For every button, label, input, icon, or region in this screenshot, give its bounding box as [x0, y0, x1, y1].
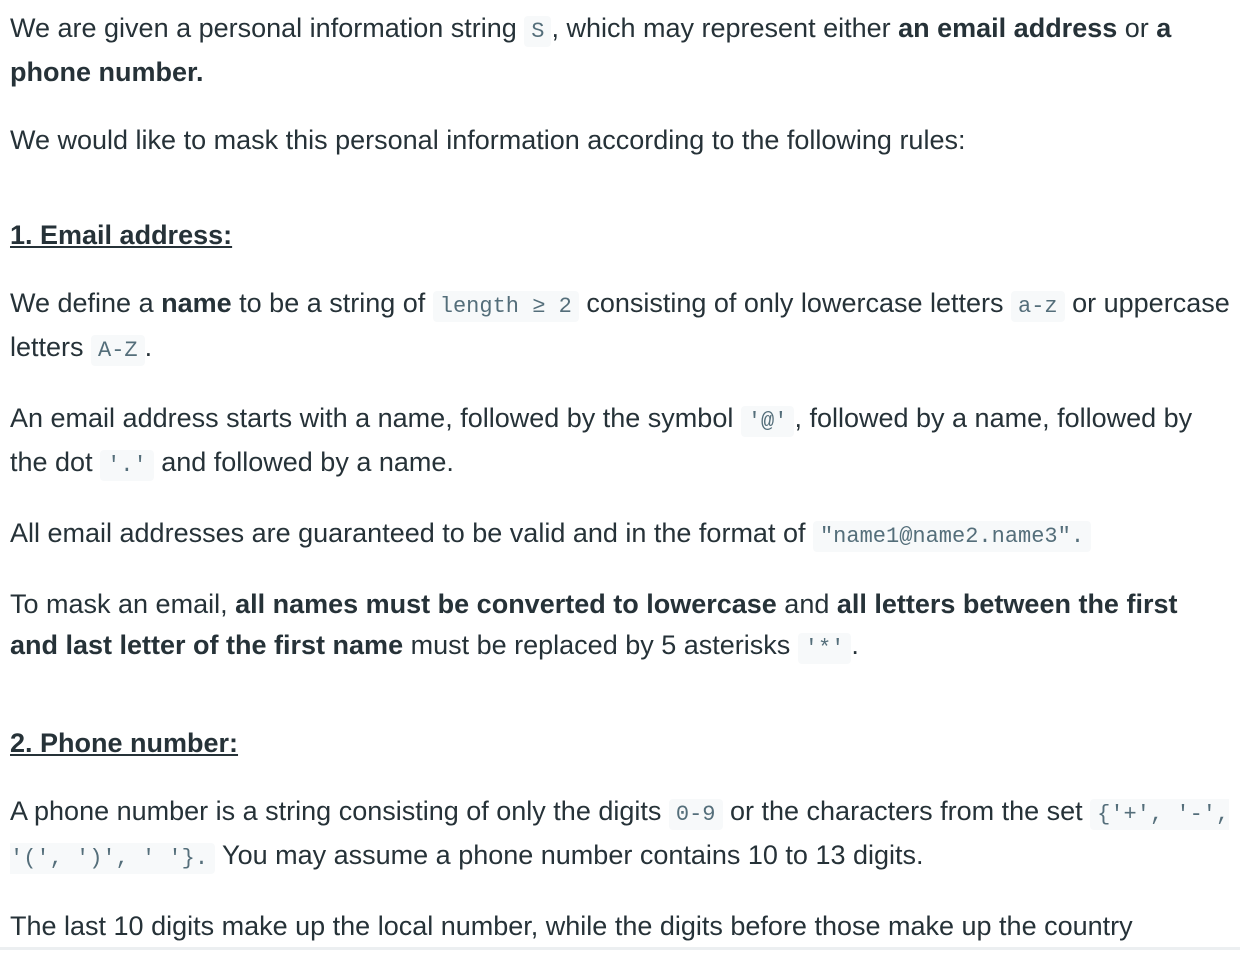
bold-lowercase-rule: all names must be converted to lowercase — [235, 589, 777, 619]
inline-code-char-set: {'+', '-', '(', ')', ' '}. — [10, 799, 1229, 874]
inline-code-digits: 0-9 — [669, 799, 723, 830]
inline-code-length: length ≥ 2 — [433, 291, 579, 322]
email-paragraph-3 — [10, 513, 1232, 557]
email-paragraph-1 — [10, 283, 1232, 371]
email-text: to be a string of — [231, 288, 433, 318]
inline-code-asterisk: '*' — [798, 633, 852, 664]
email-text: To mask an email, — [10, 589, 236, 619]
intro-text: We are given a personal information string — [10, 13, 525, 43]
email-text: An email address starts with a name, followed by the symbol — [10, 403, 741, 433]
bold-asterisk-rule: all letters between the first and last letter of the first name — [10, 589, 1178, 660]
inline-code-at: '@' — [741, 406, 795, 437]
inline-code-uppercase-range: A-Z — [91, 335, 145, 366]
email-paragraph-4 — [10, 584, 1232, 669]
intro-paragraph-1 — [10, 8, 1232, 93]
phone-text: or the characters from the set — [722, 796, 1091, 826]
bold-email-address: an email address — [898, 13, 1118, 43]
email-text: or uppercase letters — [10, 288, 1230, 362]
phone-text: A phone number is a string consisting of only the digits — [10, 796, 669, 826]
phone-text: You may assume a phone number contains 10 to 13 digits. — [215, 840, 924, 870]
email-text: and — [776, 589, 837, 619]
email-text: , followed by a name, followed by the dot — [10, 403, 1193, 477]
inline-code-lowercase-range: a-z — [1011, 291, 1065, 322]
bold-phone-number: a phone number. — [10, 13, 1172, 87]
problem-description — [10, 8, 1232, 974]
bold-name: name — [161, 288, 232, 318]
email-text: must be replaced by 5 asterisks — [403, 630, 798, 660]
phone-paragraph-2: The last 10 digits make up the local number, while the digits before those make up the country — [10, 911, 1133, 941]
phone-paragraph-1 — [10, 791, 1232, 879]
section-title-email: 1. Email address: — [10, 220, 233, 250]
email-text: All email addresses are guaranteed to be valid and in the format of — [10, 518, 813, 548]
email-paragraph-2 — [10, 398, 1232, 486]
section-title-phone: 2. Phone number: — [10, 728, 239, 758]
email-text: . — [144, 332, 153, 362]
intro-text: , which may represent either — [551, 13, 899, 43]
inline-code-email-format: "name1@name2.name3". — [813, 521, 1091, 552]
inline-code-s: S — [524, 16, 551, 47]
email-text: and followed by a name. — [153, 447, 454, 477]
email-text: We define a — [10, 288, 162, 318]
email-text: consisting of only lowercase letters — [578, 288, 1012, 318]
intro-text: or — [1117, 13, 1157, 43]
intro-paragraph-2: We would like to mask this personal information according to the following rules: — [10, 125, 966, 155]
inline-code-dot: '.' — [100, 450, 154, 481]
email-text: . — [851, 630, 859, 660]
